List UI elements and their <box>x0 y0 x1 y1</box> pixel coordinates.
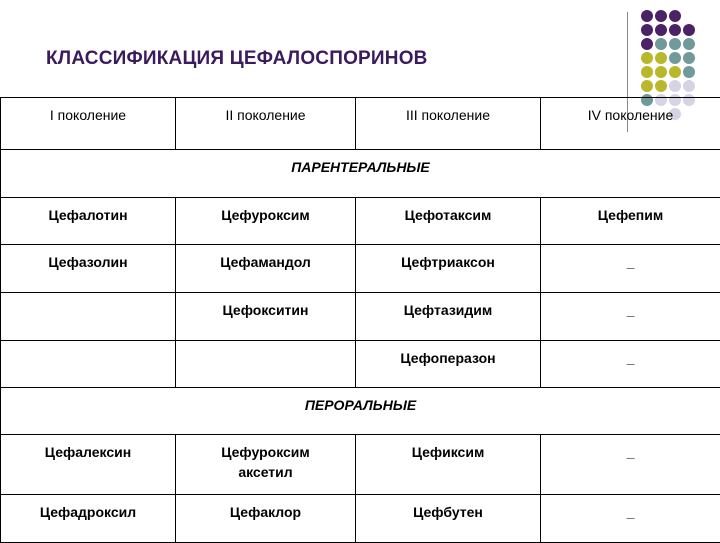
cephalosporin-classification-table <box>0 97 720 543</box>
drug-cell: Цефиксим <box>356 435 541 495</box>
decorative-dot <box>641 52 653 64</box>
drug-cell: Цефтазидим <box>356 293 541 341</box>
decorative-dot <box>655 38 667 50</box>
drug-cell: Цефаклор <box>176 495 356 543</box>
decorative-dot <box>669 80 681 92</box>
drug-cell: Цефуроксим аксетил <box>176 435 356 495</box>
drug-cell: Цефалексин <box>1 435 176 495</box>
decorative-dot <box>655 24 667 36</box>
table-row <box>1 245 720 293</box>
section-row-oral <box>1 388 720 435</box>
empty-marker-cell: _ <box>541 435 720 495</box>
table-row <box>1 293 720 341</box>
section-label-parenteral: ПАРЕНТЕРАЛЬНЫЕ <box>1 150 720 198</box>
decorative-dot <box>669 10 681 22</box>
decorative-dot <box>669 38 681 50</box>
drug-cell: Цефоперазон <box>356 341 541 388</box>
empty-marker-cell: _ <box>541 245 720 293</box>
drug-cell <box>1 293 176 341</box>
drug-cell: Цефамандол <box>176 245 356 293</box>
drug-cell: Цефотаксим <box>356 198 541 245</box>
empty-marker-cell: _ <box>541 293 720 341</box>
decorative-dot <box>655 80 667 92</box>
section-row-parenteral <box>1 150 720 198</box>
decorative-dot <box>641 10 653 22</box>
empty-marker-cell: _ <box>541 341 720 388</box>
header-cell-gen-1: I поколение <box>1 98 176 150</box>
generation-header-row <box>1 98 720 150</box>
section-label-oral: ПЕРОРАЛЬНЫЕ <box>1 388 720 435</box>
empty-marker-cell: _ <box>541 495 720 543</box>
header-cell-gen-4: IV поколение <box>541 98 720 150</box>
slide-title: КЛАССИФИКАЦИЯ ЦЕФАЛОСПОРИНОВ <box>46 48 428 70</box>
decorative-dot <box>641 80 653 92</box>
decorative-dot <box>683 80 695 92</box>
drug-cell: Цефуроксим <box>176 198 356 245</box>
decorative-dot <box>655 10 667 22</box>
decorative-dot <box>641 66 653 78</box>
decorative-dot <box>683 24 695 36</box>
decorative-dot <box>669 24 681 36</box>
table-row <box>1 341 720 388</box>
header-cell-gen-3: III поколение <box>356 98 541 150</box>
decorative-dot <box>683 66 695 78</box>
decorative-dot <box>655 52 667 64</box>
decorative-dot <box>683 52 695 64</box>
drug-cell <box>176 341 356 388</box>
drug-cell: Цефепим <box>541 198 720 245</box>
drug-cell: Цефадроксил <box>1 495 176 543</box>
drug-cell: Цефазолин <box>1 245 176 293</box>
drug-cell: Цефбутен <box>356 495 541 543</box>
decorative-dot <box>655 66 667 78</box>
drug-cell <box>1 341 176 388</box>
drug-cell: Цефалотин <box>1 198 176 245</box>
table-row <box>1 495 720 543</box>
table-row <box>1 435 720 495</box>
decorative-dot <box>683 38 695 50</box>
decorative-dot <box>669 66 681 78</box>
decorative-dot <box>641 24 653 36</box>
table-row <box>1 198 720 245</box>
header-cell-gen-2: II поколение <box>176 98 356 150</box>
drug-cell: Цефтриаксон <box>356 245 541 293</box>
decorative-dot <box>641 38 653 50</box>
drug-cell: Цефокситин <box>176 293 356 341</box>
decorative-dot <box>669 52 681 64</box>
